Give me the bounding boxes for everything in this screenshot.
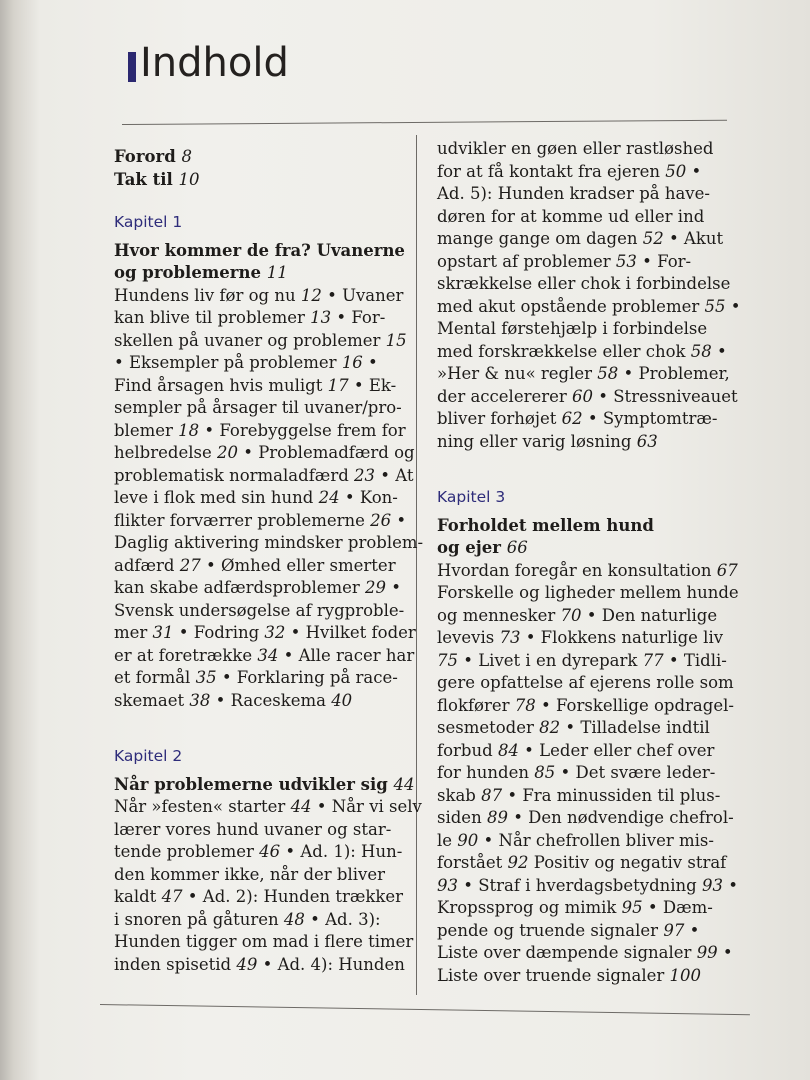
chapter-heading: [437, 537, 747, 560]
page-number: 24: [318, 488, 340, 507]
toc-line: [114, 577, 414, 600]
toc-line: [114, 667, 414, 690]
entry-text: sesmetoder: [437, 718, 540, 737]
page-number: 32: [264, 623, 286, 642]
page-number: 58: [690, 341, 712, 361]
entry-text: • At: [375, 465, 414, 485]
chapter-heading: [114, 774, 414, 797]
entry-text: Liste over truende signaler: [437, 965, 670, 985]
page-number: 13: [310, 308, 332, 327]
entry-text: for hunden: [437, 763, 535, 782]
entry-text: Hunden tigger om mad i flere timer: [114, 932, 414, 951]
toc-line: [114, 420, 414, 443]
chapter-heading: [114, 240, 414, 263]
page-number: 15: [385, 330, 407, 350]
chapter-label: Kapitel 2: [114, 747, 183, 765]
entry-text: kan blive til problemer: [114, 308, 311, 327]
toc-line: [114, 841, 414, 864]
toc-line: [437, 717, 747, 740]
entry-text: problematisk normaladfærd: [114, 465, 355, 485]
spacer: [114, 712, 414, 745]
entry-text: • Ad. 3):: [304, 909, 381, 929]
entry-text: siden: [437, 808, 487, 827]
entry-text: • Den nødvendige chefrol-: [507, 808, 734, 827]
toc-line: [114, 352, 414, 375]
chapter-label: Kapitel 1: [114, 213, 183, 231]
entry-text: udvikler en gøen eller rastløshed: [437, 139, 714, 158]
entry-text: •: [391, 510, 407, 530]
entry-text: og mennesker: [437, 605, 561, 625]
entry-text: • Forklaring på race-: [216, 668, 398, 687]
entry-text: med forskrækkelse eller chok: [437, 341, 691, 361]
page-number: 44: [393, 774, 415, 794]
entry-text: er at foretrække: [114, 645, 258, 665]
entry-text: mer: [114, 623, 153, 642]
toc-line: [437, 206, 747, 229]
page-number: 90: [457, 830, 479, 850]
toc-line: [114, 622, 414, 645]
toc-line: [114, 330, 414, 353]
chapter-label: Kapitel 3: [437, 488, 506, 506]
entry-text: Ad. 5): Hunden kradser på have-: [437, 184, 710, 203]
toc-line: [114, 510, 414, 533]
entry-text: • Fra minussiden til plus-: [502, 785, 721, 805]
entry-text: • Ad. 1): Hun-: [280, 842, 403, 861]
toc-line: [114, 886, 414, 909]
toc-right-column: [437, 138, 747, 987]
entry-text: • Kon-: [339, 488, 398, 507]
page-number: 63: [636, 431, 658, 451]
entry-text: •: [684, 920, 700, 940]
spacer: [114, 191, 414, 211]
heading-text: og problemerne: [114, 263, 267, 282]
entry-text: »Her & nu« regler: [437, 364, 598, 383]
title-accent-bar: [128, 52, 136, 82]
entry-text: •: [711, 341, 727, 361]
entry-text: • Ad. 4): Hunden: [257, 954, 405, 974]
entry-text: •: [722, 875, 738, 895]
toc-line: [437, 363, 747, 386]
entry-text: • Raceskema: [210, 690, 332, 710]
page-number: 44: [290, 797, 312, 816]
page-number: 26: [370, 510, 392, 530]
entry-text: •: [725, 296, 741, 316]
page-number: 11: [266, 263, 288, 282]
toc-line: [437, 161, 747, 184]
toc-line: [114, 307, 414, 330]
bottom-rule: [100, 1004, 750, 1015]
toc-line: [114, 796, 422, 819]
toc-line: [437, 386, 747, 409]
page-number: 46: [259, 842, 281, 861]
page-number: 35: [195, 668, 217, 687]
page-number: 27: [179, 555, 201, 575]
entry-text: kan skabe adfærdsproblemer: [114, 578, 366, 597]
page-number: 47: [161, 887, 183, 906]
heading-text: Når problemerne udvikler sig: [114, 774, 394, 794]
page-number: 67: [716, 560, 738, 580]
toc-line: [437, 296, 747, 319]
entry-text: for at få kontakt fra ejeren: [437, 161, 666, 181]
chapter-heading: [114, 262, 414, 285]
page-number: 100: [669, 965, 702, 985]
page-number: 18: [178, 420, 200, 440]
toc-line: [437, 672, 747, 695]
entry-text: • Når chefrollen bliver mis-: [478, 830, 714, 850]
toc-line: [437, 318, 747, 341]
toc-line: [437, 875, 747, 898]
page-number: 48: [283, 909, 305, 929]
heading-text: Tak til: [114, 169, 179, 189]
toc-line: [437, 431, 747, 454]
entry-text: • Leder eller chef over: [518, 740, 715, 760]
entry-text: • Flokkens naturlige liv: [520, 628, 724, 647]
page-number: 73: [499, 628, 521, 647]
entry-text: • Akut: [663, 229, 724, 248]
page-number: 60: [572, 386, 594, 406]
toc-line: [437, 965, 747, 988]
page-number: 50: [665, 161, 687, 181]
chapter-heading: [437, 515, 747, 538]
entry-text: den kommer ikke, når der bliver: [114, 864, 385, 884]
page-number: 53: [615, 251, 637, 271]
page-number: 40: [331, 690, 353, 710]
heading-text: Hvor kommer de fra? Uvanerne: [114, 240, 405, 260]
entry-text: • Alle racer har: [278, 645, 415, 665]
toc-line: [114, 532, 424, 555]
toc-line: [437, 582, 747, 605]
spacer: [437, 453, 747, 486]
toc-line: [114, 600, 414, 623]
page-number: 93: [701, 875, 723, 895]
page-number: 31: [152, 623, 174, 642]
toc-line: [437, 138, 747, 161]
entry-text: Find årsagen hvis muligt: [114, 375, 328, 395]
entry-text: • Problemer,: [618, 364, 730, 383]
page-number: 34: [257, 645, 279, 665]
page-number: 95: [621, 898, 643, 917]
page-number: 49: [236, 954, 258, 974]
entry-text: i snoren på gåturen: [114, 909, 284, 929]
column-divider: [416, 135, 417, 995]
toc-line: [437, 897, 747, 920]
toc-line: [437, 228, 747, 251]
toc-line: [114, 819, 414, 842]
page-number: 70: [560, 605, 582, 625]
entry-text: med akut opstående problemer: [437, 296, 705, 316]
page-number: 82: [539, 718, 561, 737]
entry-text: Positiv og negativ straf: [528, 853, 727, 872]
page-number: 66: [506, 538, 528, 557]
toc-line: [437, 785, 747, 808]
toc-line: [437, 762, 747, 785]
toc-line: [114, 645, 414, 668]
page-title: Indhold: [140, 40, 289, 86]
entry-text: • Fodring: [173, 623, 265, 642]
entry-text: skab: [437, 785, 482, 805]
page-number: 23: [354, 465, 376, 485]
entry-text: • Forebyggelse frem for: [199, 420, 406, 440]
entry-text: forstået: [437, 853, 508, 872]
entry-text: • Symptomtræ-: [582, 409, 718, 428]
toc-line: [437, 852, 747, 875]
toc-line: [437, 560, 747, 583]
page-number: 8: [181, 147, 192, 166]
entry-text: bliver forhøjet: [437, 409, 562, 428]
entry-text: • For-: [636, 251, 692, 271]
entry-text: skemaet: [114, 690, 190, 710]
page-number: 10: [178, 169, 200, 189]
top-rule: [122, 120, 727, 125]
entry-text: • Tilladelse indtil: [560, 718, 710, 737]
entry-text: Svensk undersøgelse af rygproble-: [114, 600, 405, 620]
page-number: 58: [597, 364, 619, 383]
heading-text: Forholdet mellem hund: [437, 515, 654, 535]
entry-text: gere opfattelse af ejerens rolle som: [437, 673, 734, 692]
entry-text: kaldt: [114, 887, 162, 906]
entry-text: • Livet i en dyrepark: [458, 650, 643, 670]
entry-text: •: [686, 161, 702, 181]
page-number: 29: [365, 578, 387, 597]
entry-text: Hundens liv før og nu: [114, 285, 301, 305]
entry-text: mange gange om dagen: [437, 229, 643, 248]
entry-text: flikter forværrer problemerne: [114, 510, 371, 530]
entry-text: inden spisetid: [114, 954, 237, 974]
toc-line: [114, 375, 414, 398]
entry-text: Liste over dæmpende signaler: [437, 943, 697, 962]
entry-text: lærer vores hund uvaner og star-: [114, 819, 392, 839]
page-number: 77: [642, 650, 664, 670]
entry-text: Mental førstehjælp i forbindelse: [437, 319, 708, 338]
toc-line: [114, 555, 414, 578]
toc-line: [114, 285, 414, 308]
toc-line: [114, 487, 414, 510]
heading-text: Forord: [114, 147, 182, 166]
toc-line: [437, 408, 747, 431]
entry-text: et formål: [114, 668, 196, 687]
entry-text: • Eksempler på problemer: [114, 353, 342, 372]
page-number: 20: [216, 443, 238, 462]
toc-line: [114, 397, 414, 420]
toc-line: [114, 690, 414, 713]
toc-line: [114, 465, 414, 488]
page-number: 89: [486, 808, 508, 827]
page-number: 87: [481, 785, 503, 805]
toc-line: [114, 931, 414, 954]
toc-line: [437, 942, 747, 965]
entry-text: blemer: [114, 420, 179, 440]
chapter-heading: [114, 146, 414, 169]
toc-line: [437, 273, 747, 296]
entry-text: • Dæm-: [642, 898, 713, 917]
entry-text: • Tidli-: [663, 650, 727, 670]
entry-text: • Ek-: [348, 375, 397, 395]
entry-text: •: [717, 943, 733, 962]
entry-text: • Forskellige opdragel-: [535, 695, 734, 715]
entry-text: flokfører: [437, 695, 515, 715]
heading-text: og ejer: [437, 538, 507, 557]
entry-text: • Hvilket foder: [285, 623, 416, 642]
entry-text: Kropssprog og mimik: [437, 898, 622, 917]
entry-text: adfærd: [114, 555, 180, 575]
page-number: 16: [341, 353, 363, 372]
page-number: 17: [327, 375, 349, 395]
toc-line: [114, 954, 414, 977]
page-number: 62: [561, 409, 583, 428]
entry-text: skellen på uvaner og problemer: [114, 330, 386, 350]
entry-text: • Når vi selv: [311, 797, 422, 816]
page-number: 55: [704, 296, 726, 316]
toc-line: [437, 251, 747, 274]
entry-text: • Stressniveauet: [593, 386, 738, 406]
toc-line: [114, 864, 414, 887]
entry-text: • For-: [331, 308, 386, 327]
entry-text: levevis: [437, 628, 500, 647]
entry-text: helbredelse: [114, 443, 217, 462]
entry-text: døren for at komme ud eller ind: [437, 206, 705, 226]
entry-text: ning eller varig løsning: [437, 431, 637, 451]
entry-text: • Problemadfærd og: [237, 443, 415, 462]
entry-text: • Uvaner: [321, 285, 404, 305]
page-number: 97: [663, 920, 685, 940]
entry-text: • Ømhed eller smerter: [200, 555, 396, 575]
entry-text: • Det svære leder-: [555, 763, 716, 782]
entry-text: skrækkelse eller chok i forbindelse: [437, 274, 731, 293]
toc-line: [437, 183, 747, 206]
toc-line: [114, 909, 414, 932]
entry-text: forbud: [437, 740, 498, 760]
entry-text: • Den naturlige: [581, 605, 718, 625]
entry-text: •: [362, 353, 378, 372]
toc-line: [437, 740, 747, 763]
toc-left-column: [114, 146, 424, 976]
page-number: 78: [514, 695, 536, 715]
page-number: 93: [437, 875, 458, 895]
page-number: 38: [189, 690, 211, 710]
toc-line: [437, 807, 747, 830]
toc-line: [114, 442, 414, 465]
page-number: 85: [534, 763, 556, 782]
entry-text: opstart af problemer: [437, 251, 616, 271]
entry-text: •: [386, 578, 402, 597]
entry-text: • Straf i hverdagsbetydning: [458, 875, 702, 895]
entry-text: pende og truende signaler: [437, 920, 664, 940]
toc-line: [437, 605, 747, 628]
entry-text: • Ad. 2): Hunden trækker: [182, 887, 404, 906]
toc-line: [437, 695, 747, 718]
entry-text: sempler på årsager til uvaner/pro-: [114, 398, 402, 417]
entry-text: tende problemer: [114, 842, 260, 861]
toc-line: [437, 341, 747, 364]
entry-text: leve i flok med sin hund: [114, 488, 319, 507]
entry-text: der accelererer: [437, 386, 573, 406]
toc-line: [437, 920, 747, 943]
page-number: 84: [497, 740, 519, 760]
toc-line: [437, 830, 747, 853]
page-number: 75: [437, 650, 458, 670]
chapter-heading: [114, 169, 414, 192]
entry-text: Forskelle og ligheder mellem hunde: [437, 583, 739, 602]
page-number: 92: [507, 853, 529, 872]
page-number: 12: [300, 285, 322, 305]
toc-line: [437, 650, 747, 673]
entry-text: Daglig aktivering mindsker problem-: [114, 533, 424, 552]
page-number: 99: [696, 943, 718, 962]
entry-text: Når »festen« starter: [114, 797, 291, 816]
toc-line: [437, 627, 747, 650]
entry-text: Hvordan foregår en konsultation: [437, 560, 717, 580]
page-number: 52: [642, 229, 664, 248]
entry-text: le: [437, 830, 458, 850]
